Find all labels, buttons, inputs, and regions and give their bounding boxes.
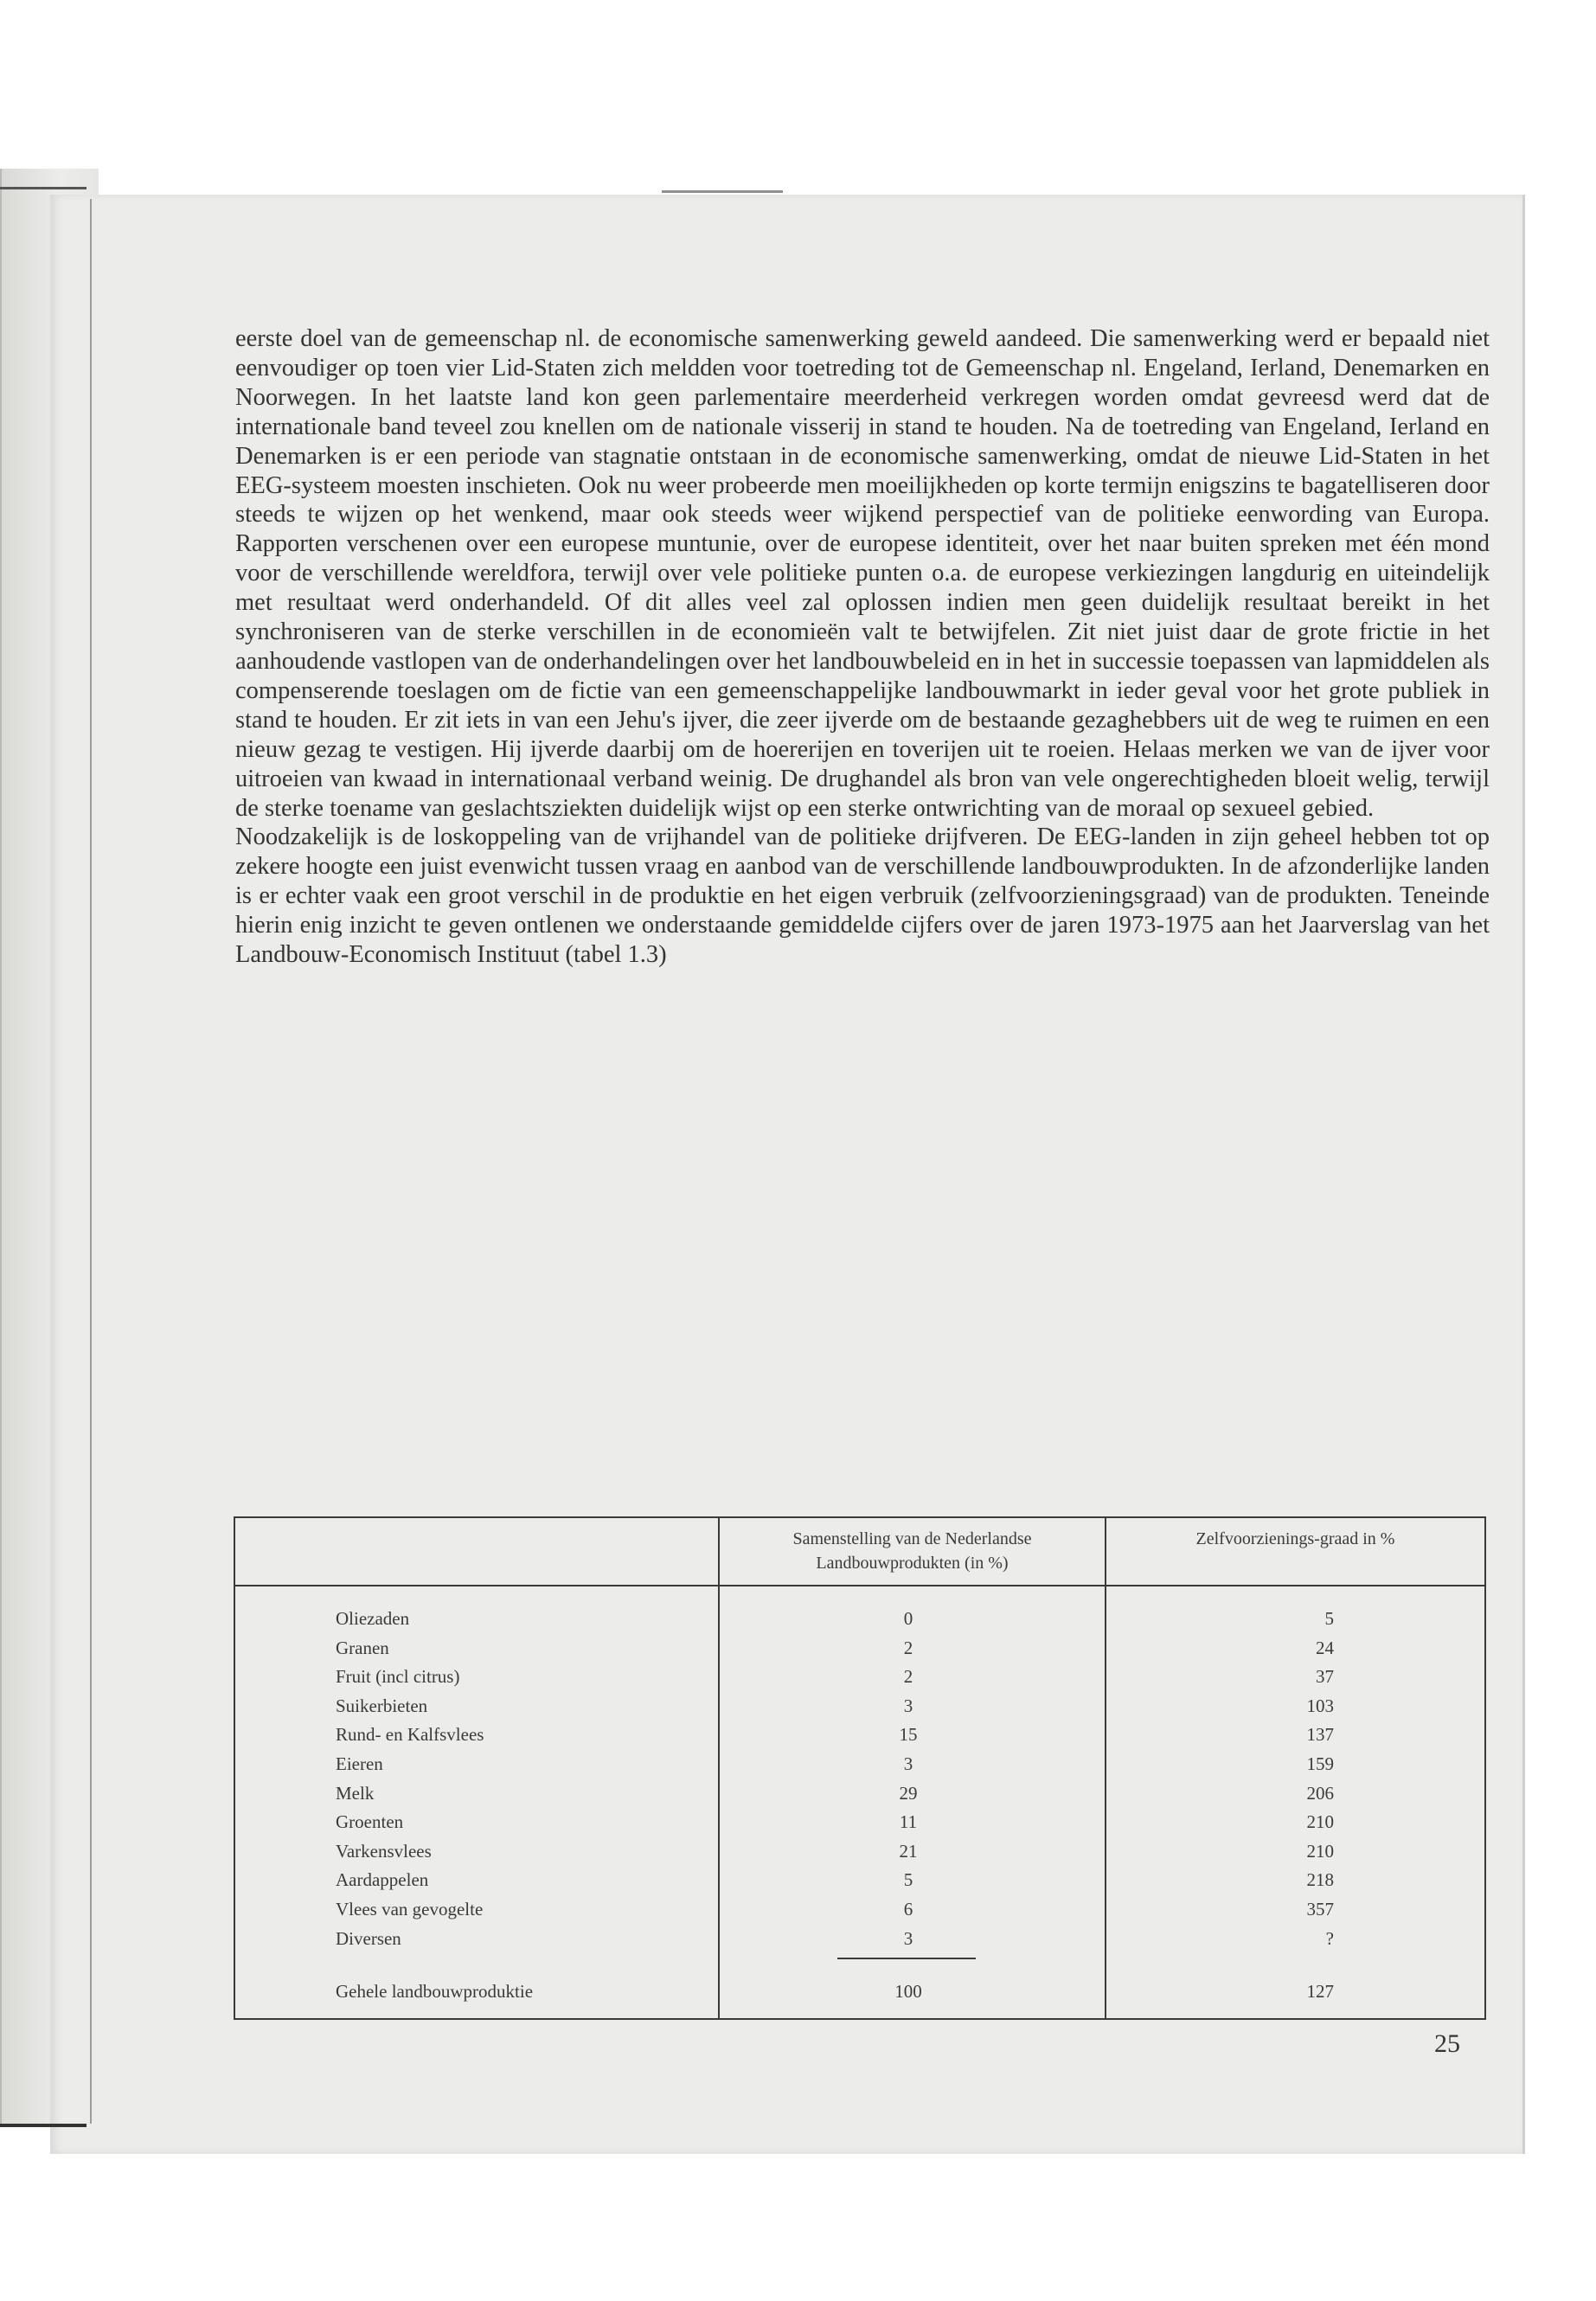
row-label: Suikerbieten xyxy=(336,1695,428,1716)
composition-value: 2 xyxy=(903,1637,913,1658)
row-label: Aardappelen xyxy=(336,1869,429,1891)
total-self-sufficiency-value: 127 xyxy=(1306,1981,1334,2002)
table-row xyxy=(235,1837,1484,1867)
table-header xyxy=(235,1518,1484,1586)
row-label: Varkensvlees xyxy=(336,1840,432,1862)
self-sufficiency-value: 159 xyxy=(1306,1753,1334,1774)
table-row xyxy=(235,1721,1484,1750)
row-label: Diversen xyxy=(336,1927,401,1949)
spine-edge-bottom xyxy=(0,2124,87,2127)
self-sufficiency-value: 137 xyxy=(1306,1724,1334,1746)
header-self-sufficiency: Zelfvoorzienings-graad in % xyxy=(1195,1529,1395,1548)
table-body xyxy=(235,1605,1484,1953)
row-label: Granen xyxy=(336,1637,389,1658)
composition-value: 11 xyxy=(899,1811,918,1833)
table-row xyxy=(235,1925,1484,1954)
composition-value: 21 xyxy=(899,1840,918,1862)
self-sufficiency-value: 357 xyxy=(1306,1898,1334,1920)
composition-value: 3 xyxy=(903,1695,913,1716)
table-row xyxy=(235,1866,1484,1895)
row-label: Rund- en Kalfsvlees xyxy=(336,1724,484,1746)
table-row xyxy=(235,1692,1484,1721)
top-edge-mark xyxy=(662,190,783,193)
self-sufficiency-value: 24 xyxy=(1316,1637,1334,1658)
row-label: Groenten xyxy=(336,1811,404,1833)
paragraph-1: eerste doel van de gemeenschap nl. de economische samenwerking geweld aandeed. Die samenwerking werd er bepaald niet eenvoudiger op toen vier Lid-Staten zich meldden voor toetreding tot de Gemeenschap nl. Engeland, Ierland, Denemarken en Noorwegen. In het laatste land kon geen parlementaire meerderheid verkregen worden omdat gevreesd werd dat de internationale band teveel zou knellen om de nationale visserij in stand te houden. Na de toetreding van Engeland, Ierland en Denemarken is er een periode van stagnatie ontstaan in de economische samenwerking, omdat de nieuwe Lid-Staten in het EEG-systeem moesten inschieten. Ook nu weer probeerde men moeilijkheden op korte termijn enigszins te bagatelliseren door steeds te wijzen op het wenkend, maar ook steeds weer wijkend perspectief van de politieke eenwording van Europa. Rapporten verschenen over een europese muntunie, over de europese identiteit, over het naar buiten spreken met één mond voor de verschillende wereldfora, terwijl over vele politieke punten o.a. de europese verkiezingen langdurig en uiteindelijk met resultaat werd onderhandeld. Of dit alles veel zal oplossen indien men geen duidelijk resultaat bereikt in het synchroniseren van de sterke verschillen in de economieën valt te betwijfelen. Zit niet juist daar de grote frictie in het aanhoudende vastlopen van de onderhandelingen over het landbouwbeleid en in het in successie toepassen van lapmiddelen als compenserende toeslagen om de fictie van een gemeenschappelijke landbouwmarkt in ieder geval voor het grote publiek in stand te houden. Er zit iets in van een Jehu's ijver, die zeer ijverde om de bestaande gezaghebbers uit de weg te ruimen en een nieuw gezag te vestigen. Hij ijverde daarbij om de hoererijen en toverijen uit te roeien. Helaas merken we van de ijver voor uitroeien van kwaad in internationaal verband weinig. De drughandel als bron van vele ongerechtigheden bloeit welig, terwijl de sterke toename van geslachtsziekten duidelijk wijst op een sterke ontwrichting van de moraal op sexueel gebied. xyxy=(235,325,1490,822)
total-label: Gehele landbouwproduktie xyxy=(336,1981,534,2002)
table-row xyxy=(235,1663,1484,1692)
table-row xyxy=(235,1605,1484,1634)
table-row xyxy=(235,1808,1484,1837)
composition-value: 5 xyxy=(903,1869,913,1891)
self-sufficiency-value: 210 xyxy=(1306,1840,1334,1862)
row-label: Oliezaden xyxy=(336,1608,410,1629)
composition-value: 6 xyxy=(903,1898,913,1920)
self-sufficiency-value: 210 xyxy=(1306,1811,1334,1833)
header-composition: Samenstelling van de Nederlandse Landbouwprodukten (in %) xyxy=(792,1529,1032,1573)
self-sufficiency-value: 218 xyxy=(1306,1869,1334,1891)
total-composition-value: 100 xyxy=(894,1981,922,2002)
paragraph-2: Noodzakelijk is de loskoppeling van de vrijhandel van de politieke drijfveren. De EEG-landen in zijn geheel hebben tot op zekere hoogte een juist evenwicht tussen vraag en aanbod van de verschillende landbouwprodukten. In de afzonderlijke landen is er echter vaak een groot verschil in de produktie en het eigen verbruik (zelfvoorzieningsgraad) van de produkten. Teneinde hierin enig inzicht te geven ontlenen we onderstaande gemiddelde cijfers over de jaren 1973-1975 aan het Jaarverslag van het Landbouw-Economisch Instituut (tabel 1.3) xyxy=(235,824,1490,969)
self-sufficiency-value: 5 xyxy=(1324,1608,1334,1629)
table-row xyxy=(235,1634,1484,1663)
table-row xyxy=(235,1895,1484,1925)
composition-value: 15 xyxy=(899,1724,918,1746)
composition-value: 0 xyxy=(903,1608,913,1629)
composition-value: 29 xyxy=(899,1782,918,1804)
composition-value: 3 xyxy=(903,1753,913,1774)
row-label: Melk xyxy=(336,1782,375,1804)
composition-value: 2 xyxy=(903,1666,913,1688)
table-row xyxy=(235,1779,1484,1809)
body-text xyxy=(235,324,1490,970)
sum-rule xyxy=(837,1958,976,1959)
row-label: Vlees van gevogelte xyxy=(336,1898,484,1920)
spine-edge-top xyxy=(0,187,87,189)
self-sufficiency-value: 206 xyxy=(1306,1782,1334,1804)
statistics-table xyxy=(234,1516,1486,2020)
row-label: Fruit (incl citrus) xyxy=(336,1666,460,1688)
self-sufficiency-value: 103 xyxy=(1306,1695,1334,1716)
page-number: 25 xyxy=(1434,2029,1460,2058)
self-sufficiency-value: ? xyxy=(1325,1927,1334,1949)
table-total-row xyxy=(235,1977,1484,2006)
binding-crease xyxy=(90,199,92,2124)
composition-value: 3 xyxy=(903,1927,913,1949)
table-row xyxy=(235,1750,1484,1779)
row-label: Eieren xyxy=(336,1753,383,1774)
self-sufficiency-value: 37 xyxy=(1316,1666,1334,1688)
